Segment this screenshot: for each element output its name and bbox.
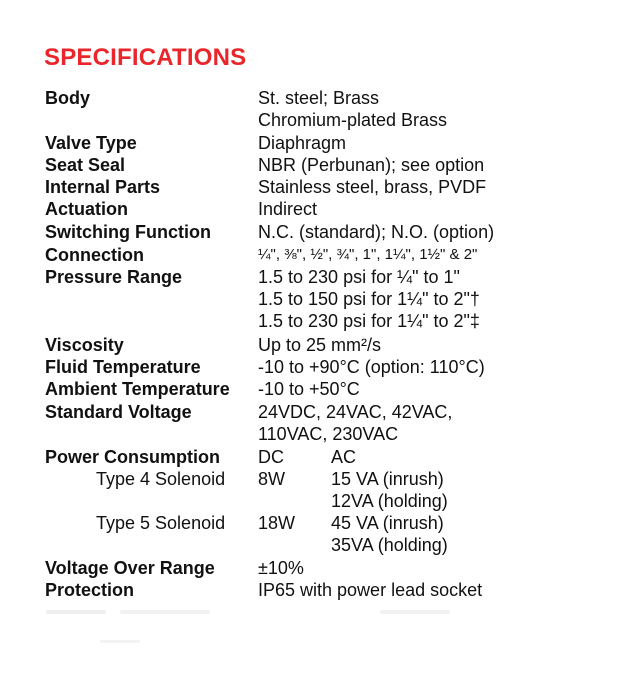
connection-label: Connection bbox=[45, 245, 144, 265]
seat-seal-value: NBR (Perbunan); see option bbox=[258, 155, 485, 175]
power-consumption-label: Power Consumption bbox=[45, 447, 220, 467]
type5-ac-holding: 35VA (holding) bbox=[331, 535, 448, 555]
connection-value: ¼", ⅜", ½", ¾", 1", 1¼", 1½" & 2" bbox=[258, 246, 478, 263]
type4-dc-value: 8W bbox=[258, 469, 285, 489]
body-value-1: St. steel; Brass bbox=[258, 88, 380, 108]
page-title: SPECIFICATIONS bbox=[44, 44, 247, 71]
type5-ac-inrush: 45 VA (inrush) bbox=[331, 513, 444, 533]
protection-label: Protection bbox=[45, 580, 135, 600]
type4-solenoid-label: Type 4 Solenoid bbox=[96, 469, 226, 489]
viscosity-value: Up to 25 mm²/s bbox=[258, 335, 382, 355]
pressure-range-value-1: 1.5 to 230 psi for ¼" to 1" bbox=[258, 267, 460, 287]
power-consumption-dc-header: DC bbox=[258, 447, 284, 467]
body-label: Body bbox=[45, 88, 90, 108]
actuation-value: Indirect bbox=[258, 199, 318, 219]
ambient-temperature-label: Ambient Temperature bbox=[45, 379, 230, 399]
pressure-range-value-2: 1.5 to 150 psi for 1¼" to 2"† bbox=[258, 289, 480, 309]
faded-background-texture bbox=[0, 600, 623, 660]
body-value-2: Chromium-plated Brass bbox=[258, 110, 448, 130]
valve-type-value: Diaphragm bbox=[258, 133, 347, 153]
fluid-temperature-value: -10 to +90°C (option: 110°C) bbox=[258, 357, 485, 377]
voltage-over-range-label: Voltage Over Range bbox=[45, 558, 215, 578]
actuation-label: Actuation bbox=[45, 199, 128, 219]
standard-voltage-value-1: 24VDC, 24VAC, 42VAC, bbox=[258, 402, 453, 422]
internal-parts-value: Stainless steel, brass, PVDF bbox=[258, 177, 487, 197]
internal-parts-label: Internal Parts bbox=[45, 177, 161, 197]
switching-function-value: N.C. (standard); N.O. (option) bbox=[258, 222, 495, 242]
pressure-range-label: Pressure Range bbox=[45, 267, 183, 287]
standard-voltage-label: Standard Voltage bbox=[45, 402, 192, 422]
type5-solenoid-label: Type 5 Solenoid bbox=[96, 513, 226, 533]
fluid-temperature-label: Fluid Temperature bbox=[45, 357, 201, 377]
protection-value: IP65 with power lead socket bbox=[258, 580, 483, 600]
type4-ac-holding: 12VA (holding) bbox=[331, 491, 448, 511]
pressure-range-value-3: 1.5 to 230 psi for 1¼" to 2"‡ bbox=[258, 311, 480, 331]
type5-dc-value: 18W bbox=[258, 513, 296, 533]
type4-ac-inrush: 15 VA (inrush) bbox=[331, 469, 444, 489]
viscosity-label: Viscosity bbox=[45, 335, 124, 355]
ambient-temperature-value: -10 to +50°C bbox=[258, 379, 360, 399]
standard-voltage-value-2: 110VAC, 230VAC bbox=[258, 424, 399, 444]
seat-seal-label: Seat Seal bbox=[45, 155, 126, 175]
power-consumption-ac-header: AC bbox=[331, 447, 357, 467]
switching-function-label: Switching Function bbox=[45, 222, 211, 242]
valve-type-label: Valve Type bbox=[45, 133, 137, 153]
voltage-over-range-value: ±10% bbox=[258, 558, 304, 578]
